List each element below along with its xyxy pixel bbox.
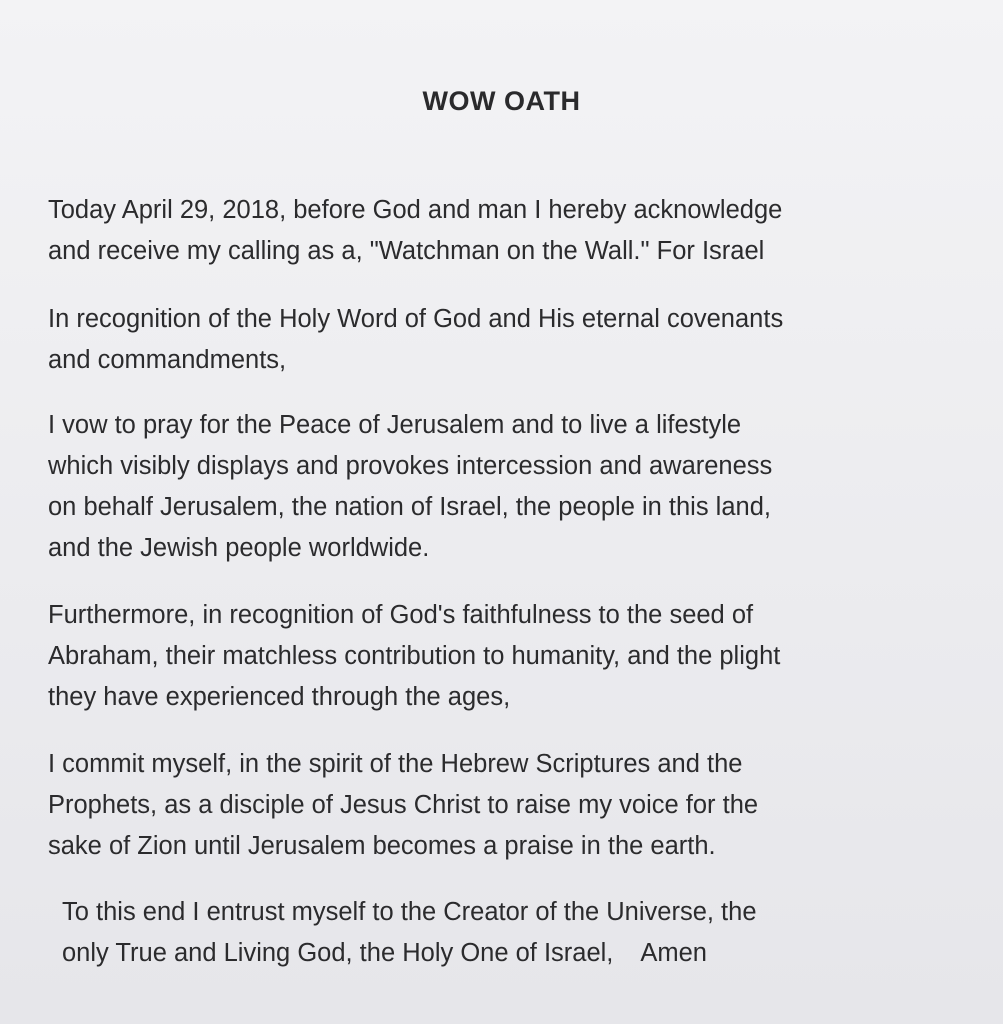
paragraph-line: only True and Living God, the Holy One of Israel, Amen bbox=[62, 939, 707, 967]
paragraph-line: Furthermore, in recognition of God's faithfulness to the seed of bbox=[48, 601, 754, 629]
paragraph-line: In recognition of the Holy Word of God and His eternal covenants bbox=[48, 305, 784, 333]
paragraph-closing bbox=[62, 892, 992, 974]
paragraph-line: Today April 29, 2018, before God and man I hereby acknowledge bbox=[48, 196, 783, 224]
paragraph-vow bbox=[48, 405, 978, 569]
paragraph-line: and commandments, bbox=[48, 346, 287, 374]
paragraph-recognition bbox=[48, 299, 978, 381]
paragraph-line: sake of Zion until Jerusalem becomes a praise in the earth. bbox=[48, 832, 716, 860]
paragraph-line: Prophets, as a disciple of Jesus Christ to raise my voice for the bbox=[48, 791, 759, 819]
paragraph-declaration bbox=[48, 190, 978, 272]
paragraph-line: on behalf Jerusalem, the nation of Israel, the people in this land, bbox=[48, 493, 771, 521]
paragraph-commitment bbox=[48, 744, 978, 867]
paragraph-line: To this end I entrust myself to the Creator of the Universe, the bbox=[62, 898, 757, 926]
paragraph-line: I commit myself, in the spirit of the Hebrew Scriptures and the bbox=[48, 750, 743, 778]
paragraph-line: I vow to pray for the Peace of Jerusalem and to live a lifestyle bbox=[48, 411, 742, 439]
paragraph-furthermore bbox=[48, 595, 978, 718]
paragraph-line: they have experienced through the ages, bbox=[48, 683, 511, 711]
document-title: WOW OATH bbox=[422, 86, 581, 116]
paragraph-line: and receive my calling as a, "Watchman on the Wall." For Israel bbox=[48, 237, 765, 265]
paragraph-line: which visibly displays and provokes intercession and awareness bbox=[48, 452, 773, 480]
paragraph-line: Abraham, their matchless contribution to humanity, and the plight bbox=[48, 642, 781, 670]
paragraph-line: and the Jewish people worldwide. bbox=[48, 534, 430, 562]
